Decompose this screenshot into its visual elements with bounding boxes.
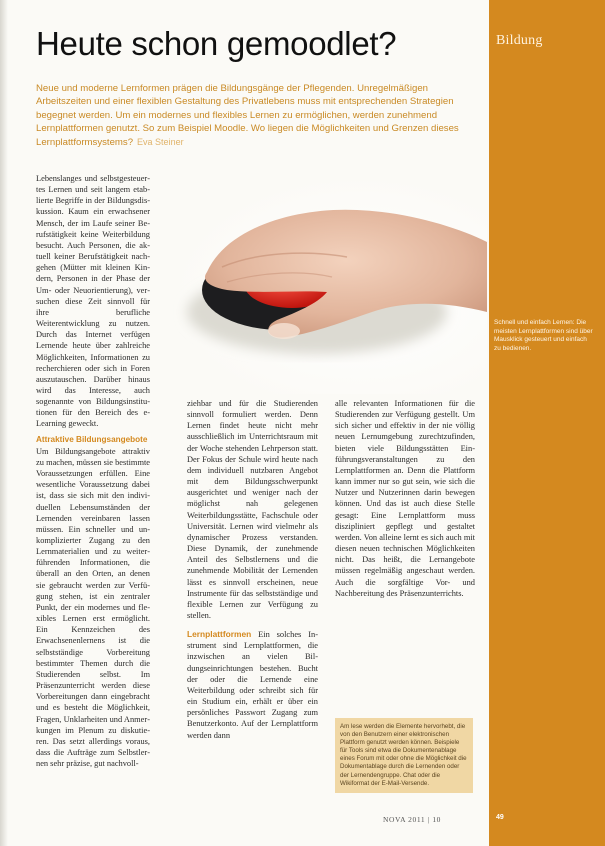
article-column-2 bbox=[187, 398, 318, 741]
photo-caption: Schnell und einfach Lernen: Die meisten Lernplattformen sind über Mausklick gesteuert und einfach zu bedienen. bbox=[494, 319, 593, 352]
article-column-1 bbox=[36, 173, 150, 769]
paragraph: alle relevanten Informationen für die Studierenden zur Verfügung gestellt. Um sich sicher und effektiv in der nie völlig neuen Lernumgebung zurechtzufinden, bieten viele Bildungsstätten Einführungsveranstaltungen zu den Lernplattformen an. Denn die Plattform kann immer nur so gut sein, wie sich die Nutzer und Nutzerinnen darin bewegen können. Und das ist auch diese Stelle gesagt: Eine Lernplattform muss diszipliniert gepflegt und gestaltet werden. Von alleine lernt es sich auch mit diesen neuen technischen Möglichkeiten nicht. Das heißt, die Lernangebote müssen regelmäßig angeschaut werden. Auch die sorgfältige Vor- und Nachbereitung des Präsenzunterrichts. bbox=[335, 399, 475, 598]
hand-on-mouse-photo bbox=[167, 172, 487, 394]
paragraph: Lebenslanges und selbstgesteuertes Lernen und seit langem etablierte Begriffe in der Bildungsdiskussion. Kaum ein erwachsener Mensch, der im Laufe seiner Berufstätigkeit keine Weiterbildung besucht. Auch Personen, die aktuell keiner Berufstätigkeit nachgehen (Mütter mit kleinen Kindern, Personen in der Phase der Um- oder Neuorientierung), versuchen diese Zeit sinnvoll für ihre berufliche Weiterentwicklung zu nutzen. Durch das Internet verfügen Lernende heute über zahlreiche Möglichkeiten, Informationen zu recherchieren oder sich in Foren auszutauschen. Darüber hinaus wird das Interesse, auch sogenannte von Bildungsinstitutionen für den Bereich des e-Learning geweckt. bbox=[36, 174, 150, 429]
article-column-3 bbox=[335, 398, 475, 599]
footer-issue: NOVA 2011 | 10 bbox=[383, 815, 442, 824]
subheading-lernplattformen: Lernplattformen bbox=[187, 629, 252, 640]
paragraph: ziehbar und für die Studierenden sinnvoll formuliert werden. Denn Lernen findet heute nicht mehr ausschließlich im Unterrichtsraum mit der Woche stehenden Lehrperson statt. Der Fokus der Schule wird heute nach dem individuell nutzbaren Angebot mit dem Bildungsschwerpunkt ausgerichtet und weniger nach der möglichst nah gelegenen Weiterbildungsstätte, Fachschule oder Universität. Lernen wird vielmehr als dynamischer Prozess verstanden. Diese Dynamik, der zunehmende Anteil des Selbstlernens und die zunehmende Mobilität der Lernenden lässt es sinnvoll erscheinen, neue Instrumente für das selbstständige und flexible Lernen zur Verfügung zu stellen. bbox=[187, 399, 318, 620]
binding-shadow bbox=[0, 0, 8, 846]
paragraph-text: Ein solches Instrument sind Lernplattformen, die inzwischen an vielen Bildungseinrichtungen bestehen. Bucht der oder die Lernende eine Weiterbildung oder schreibt sich für ein Studium ein, erhält er über ein persönliches Passwort Zugang zum Benutzerkonto. Auf der Lernplattform werden dann bbox=[187, 630, 318, 740]
page-title: Heute schon gemoodlet? bbox=[36, 25, 397, 62]
section-sidebar bbox=[489, 0, 605, 846]
info-box: Am lese werden die Elemente hervorhebt, die von den Benutzern einer elektronischen Plattform genutzt werden können. Beispiele für Tools sind etwa die Dokumentenablage eines Forum mit oder ohne die Möglichkeit die Dokumentablage durch die Lernenden oder der Lernendengruppe. Chat oder die Wikiformat der E-Mail-Versende. bbox=[335, 718, 473, 793]
paragraph: Um Bildungsangebote attraktiv zu machen, müssen sie bestimmte Voraussetzungen erfüllen. Eine wesentliche Voraussetzung dabei ist, dass sie sich mit den individuellen Lebensumständen der Lernenden vereinbaren lassen müssen. Ein schneller und unkomplizierter Zugang zu den Lernmaterialien und zu weiterführenden Informationen, die überall an den Orten, an denen sie gebraucht werden zur Verfügung stehen, ist ein zentraler Punkt, der ein modernes und flexibles Lernen erst ermöglicht. Ein Kennzeichen des Erwachsenenlernens ist die selbstständige Vorbereitung bestimmter Themen durch die Studierenden selbst. Im Präsenzunterricht werden diese Vorbereitungen dann eingebracht und es besteht die Möglichkeit, Fragen, Unklarheiten und Anmerkungen im Plenum zu diskutieren. Das setzt allerdings voraus, dass die Aufträge zum Selbstlernen sehr präzise, gut nachvoll- bbox=[36, 446, 150, 769]
subheading-attraktive-bildungsangebote: Attraktive Bildungsangebote bbox=[36, 434, 148, 444]
author: Eva Steiner bbox=[137, 136, 184, 147]
section-label: Bildung bbox=[496, 33, 543, 48]
hand-on-mouse-illustration bbox=[167, 172, 487, 394]
page-number: 49 bbox=[496, 814, 504, 821]
lead-paragraph bbox=[36, 82, 480, 149]
lead-text: Neue und moderne Lernformen prägen die Bildungsgänge der Pflegenden. Unregelmäßigen Arbeitszeiten und einer flexiblen Gestaltung des Privatlebens muss mit entsprechenden Strategien begegnet werden. Um ein modernes und flexibles Lernen zu ermöglichen, werden zunehmend Lernplattformen genutzt. So zum Beispiel Moodle. Wo liegen die Möglichkeiten und Grenzen dieses Lernplattformsystems? bbox=[36, 83, 459, 148]
paragraph-lernplattformen bbox=[187, 629, 318, 741]
